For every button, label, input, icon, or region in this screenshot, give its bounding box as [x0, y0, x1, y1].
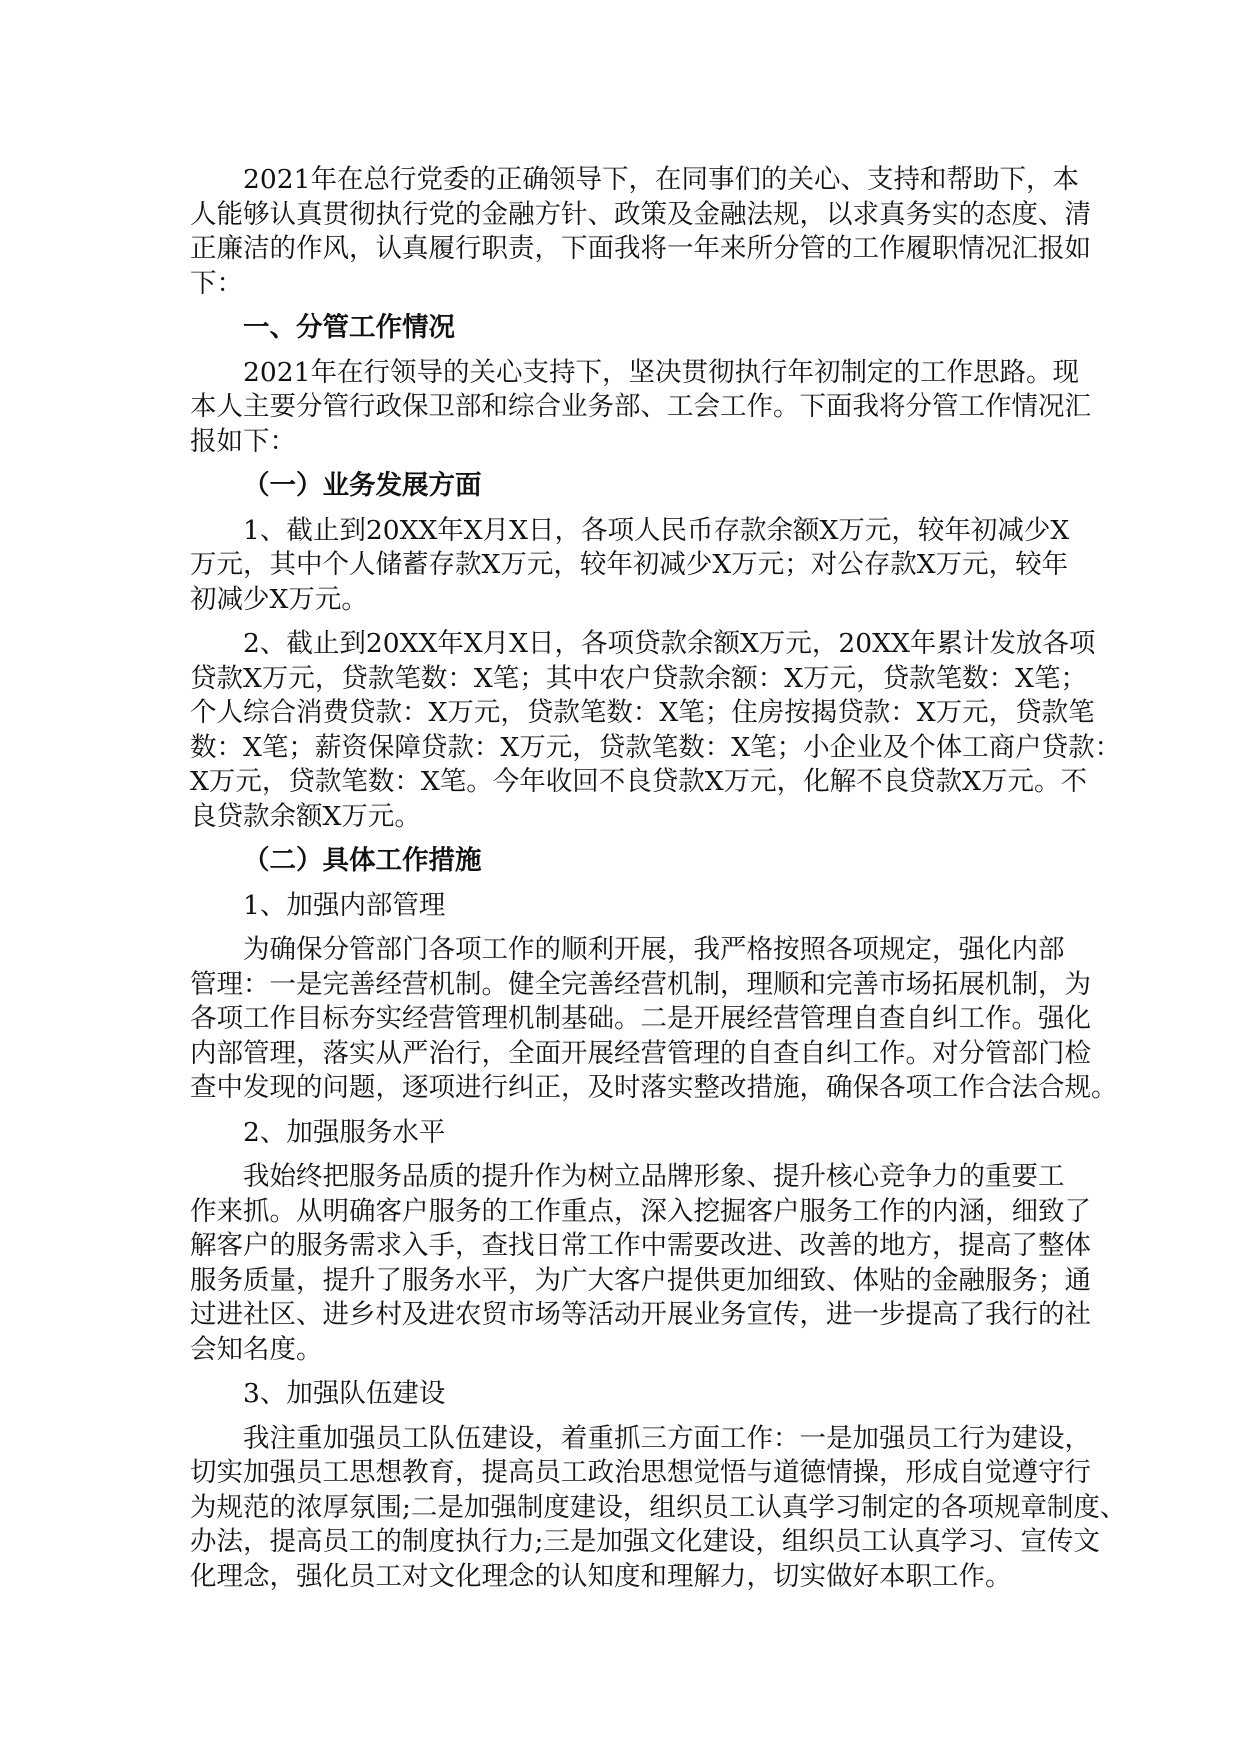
paragraph — [190, 163, 1091, 301]
section-heading — [190, 469, 1046, 504]
text-line: 过进社区、进乡村及进农贸市场等活动开展业务宣传，进一步提高了我行的社 — [190, 1299, 1091, 1330]
text-line: 各项工作目标夯实经营管理机制基础。二是开展经营管理自查自纠工作。强化 — [190, 1003, 1091, 1034]
text-line: 初减少X万元。 — [190, 583, 368, 615]
text-line: 2、截止到20XX年X月X日，各项贷款余额X万元，20XX年累计发放各项 — [243, 628, 1096, 659]
text-line: 下： — [190, 267, 243, 299]
text-line: 贷款X万元，贷款笔数：X笔；其中农户贷款余额：X万元，贷款笔数：X笔； — [190, 662, 1087, 694]
paragraph — [190, 514, 1070, 618]
text-line: 2、加强服务水平 — [243, 1116, 446, 1148]
text-line: 报如下： — [190, 425, 296, 457]
text-line: 我注重加强员工队伍建设，着重抓三方面工作：一是加强员工行为建设， — [243, 1422, 1091, 1454]
paragraph — [190, 1160, 1091, 1367]
text-line: X万元，贷款笔数：X笔。今年收回不良贷款X万元，化解不良贷款X万元。不 — [190, 766, 1087, 797]
text-line: 服务质量，提升了服务水平，为广大客户提供更加细致、体贴的金融服务；通 — [190, 1264, 1091, 1296]
text-line: 化理念，强化员工对文化理念的认知度和理解力，切实做好本职工作。 — [190, 1560, 1012, 1592]
text-line: 办法，提高员工的制度执行力;三是加强文化建设，组织员工认真学习、宣传文 — [190, 1526, 1100, 1557]
text-line: 一、分管工作情况 — [243, 312, 455, 343]
text-line: 本人主要分管行政保卫部和综合业务部、工会工作。下面我将分管工作情况汇 — [190, 391, 1091, 422]
text-line: 会知名度。 — [190, 1333, 323, 1365]
text-line: 我始终把服务品质的提升作为树立品牌形象、提升核心竞争力的重要工 — [243, 1161, 1065, 1192]
text-line: 切实加强员工思想教育，提高员工政治思想觉悟与道德情操，形成自觉遵守行 — [190, 1457, 1091, 1488]
text-line: 良贷款余额X万元。 — [190, 800, 421, 832]
paragraph — [190, 356, 1091, 460]
text-line: 2021年在行领导的关心支持下，坚决贯彻执行年初制定的工作思路。现 — [243, 356, 1079, 388]
paragraph — [190, 1422, 1127, 1595]
text-line: 个人综合消费贷款：X万元，贷款笔数：X笔；住房按揭贷款：X万元，贷款笔 — [190, 697, 1095, 728]
section-heading — [190, 311, 1046, 346]
text-line: 数：X笔；薪资保障贷款：X万元，贷款笔数：X笔；小企业及个体工商户贷款： — [190, 731, 1122, 763]
text-line: 2021年在总行党委的正确领导下，在同事们的关心、支持和帮助下，本 — [243, 164, 1079, 195]
paragraph — [190, 933, 1118, 1106]
text-line: （二）具体工作措施 — [243, 845, 482, 876]
paragraph — [190, 627, 1122, 834]
text-line: 为确保分管部门各项工作的顺利开展，我严格按照各项规定，强化内部 — [243, 934, 1065, 965]
text-line: 万元，其中个人储蓄存款X万元，较年初减少X万元；对公存款X万元，较年 — [190, 549, 1069, 580]
text-line: 1、加强内部管理 — [243, 889, 446, 921]
subsection-title — [190, 1116, 1046, 1151]
text-line: 内部管理，落实从严治行，全面开展经营管理的自查自纠工作。对分管部门检 — [190, 1037, 1091, 1069]
text-line: 3、加强队伍建设 — [243, 1378, 446, 1409]
text-line: 解客户的服务需求入手，查找日常工作中需要改进、改善的地方，提高了整体 — [190, 1230, 1091, 1261]
text-line: 管理：一是完善经营机制。健全完善经营机制，理顺和完善市场拓展机制，为 — [190, 968, 1091, 1000]
document-body — [190, 163, 1127, 1604]
text-line: 作来抓。从明确客户服务的工作重点，深入挖掘客户服务工作的内涵，细致了 — [190, 1195, 1091, 1227]
text-line: 为规范的浓厚氛围;二是加强制度建设，组织员工认真学习制定的各项规章制度、 — [190, 1491, 1127, 1523]
text-line: 正廉洁的作风，认真履行职责，下面我将一年来所分管的工作履职情况汇报如 — [190, 233, 1091, 264]
text-line: 1、截止到20XX年X月X日，各项人民币存款余额X万元，较年初减少X — [243, 514, 1070, 546]
text-line: （一）业务发展方面 — [243, 470, 482, 501]
subsection-title — [190, 889, 1046, 924]
subsection-title — [190, 1377, 1046, 1412]
section-heading — [190, 844, 1046, 879]
text-line: 查中发现的问题，逐项进行纠正，及时落实整改措施，确保各项工作合法合规。 — [190, 1072, 1118, 1103]
text-line: 人能够认真贯彻执行党的金融方针、政策及金融法规，以求真务实的态度、清 — [190, 198, 1091, 230]
